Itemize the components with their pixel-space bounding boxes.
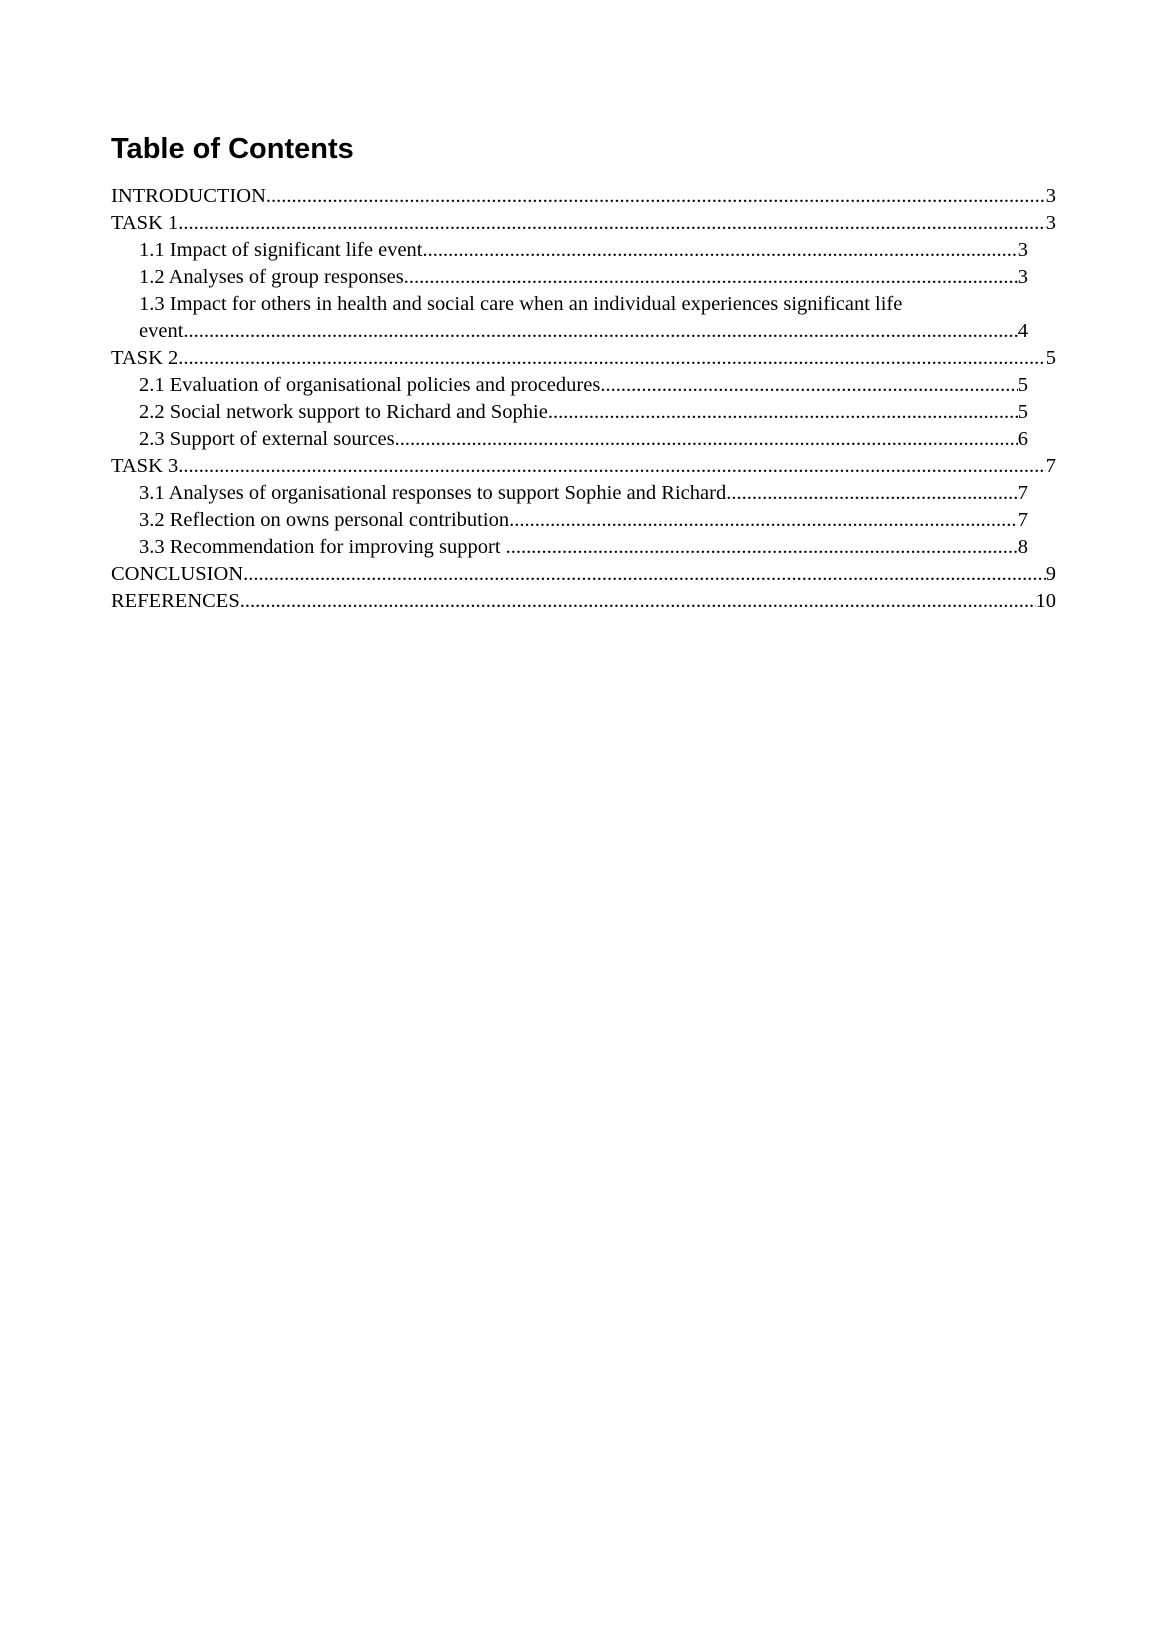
toc-heading: Table of Contents	[111, 133, 354, 165]
dot-leader	[506, 534, 1018, 561]
dot-leader	[600, 372, 1017, 399]
toc-page-number: 5	[1045, 347, 1056, 369]
toc-entry-task-3[interactable]	[111, 453, 1056, 480]
table-of-contents	[111, 183, 1056, 615]
dot-leader	[404, 264, 1018, 291]
dot-leader	[423, 237, 1018, 264]
toc-entry-1-1[interactable]	[139, 237, 1028, 264]
toc-page-number: 8	[1017, 536, 1028, 558]
dot-leader	[178, 345, 1045, 372]
toc-entry-label: TASK 3	[111, 455, 179, 477]
toc-entry-label: 3.3 Recommendation for improving support	[139, 536, 506, 558]
toc-entry-label: 3.1 Analyses of organisational responses to support Sophie and Richard	[139, 482, 727, 504]
toc-entry-conclusion[interactable]	[111, 561, 1056, 588]
toc-entry-1-3[interactable]	[139, 291, 1028, 345]
toc-page-number: 6	[1017, 428, 1028, 450]
toc-page-number: 3	[1017, 266, 1028, 288]
toc-entry-task-1[interactable]	[111, 210, 1056, 237]
toc-entry-3-1[interactable]	[139, 480, 1028, 507]
toc-entry-references[interactable]	[111, 588, 1056, 615]
toc-entry-1-2[interactable]	[139, 264, 1028, 291]
dot-leader	[548, 399, 1018, 426]
dot-leader	[240, 588, 1036, 615]
dot-leader	[178, 453, 1045, 480]
toc-entry-introduction[interactable]	[111, 183, 1056, 210]
toc-entry-label: 1.1 Impact of significant life event	[139, 239, 423, 261]
toc-page-number: 3	[1045, 185, 1056, 207]
dot-leader	[183, 318, 1017, 345]
toc-page-number: 3	[1017, 239, 1028, 261]
dot-leader	[726, 480, 1018, 507]
toc-entry-label: 2.2 Social network support to Richard and Sophie	[139, 401, 548, 423]
toc-page-number: 7	[1017, 482, 1028, 504]
toc-page-number: 4	[1017, 320, 1028, 342]
toc-page-number: 7	[1045, 455, 1056, 477]
toc-page-number: 5	[1017, 374, 1028, 396]
toc-entry-2-2[interactable]	[139, 399, 1028, 426]
toc-page-number: 10	[1035, 590, 1056, 612]
toc-entry-task-2[interactable]	[111, 345, 1056, 372]
toc-entry-label-line-2: event	[139, 320, 184, 342]
toc-entry-label: CONCLUSION	[111, 563, 244, 585]
toc-entry-label-line-1: 1.3 Impact for others in health and social care when an individual experiences significant life	[139, 293, 903, 315]
toc-entry-3-2[interactable]	[139, 507, 1028, 534]
dot-leader	[509, 507, 1018, 534]
toc-entry-label: TASK 1	[111, 212, 179, 234]
toc-entry-3-3[interactable]	[139, 534, 1028, 561]
toc-entry-label: INTRODUCTION	[111, 185, 266, 207]
toc-page-number: 5	[1017, 401, 1028, 423]
toc-entry-label: 2.1 Evaluation of organisational policies and procedures	[139, 374, 601, 396]
toc-entry-label: 1.2 Analyses of group responses	[139, 266, 404, 288]
toc-page-number: 7	[1017, 509, 1028, 531]
dot-leader	[266, 183, 1046, 210]
toc-entry-2-3[interactable]	[139, 426, 1028, 453]
dot-leader	[395, 426, 1018, 453]
dot-leader	[243, 561, 1046, 588]
toc-page-number: 9	[1045, 563, 1056, 585]
dot-leader	[178, 210, 1045, 237]
toc-entry-label: 2.3 Support of external sources	[139, 428, 395, 450]
toc-entry-2-1[interactable]	[139, 372, 1028, 399]
toc-entry-label: 3.2 Reflection on owns personal contribution	[139, 509, 510, 531]
toc-page-number: 3	[1045, 212, 1056, 234]
toc-entry-label: REFERENCES	[111, 590, 240, 612]
toc-entry-label: TASK 2	[111, 347, 179, 369]
